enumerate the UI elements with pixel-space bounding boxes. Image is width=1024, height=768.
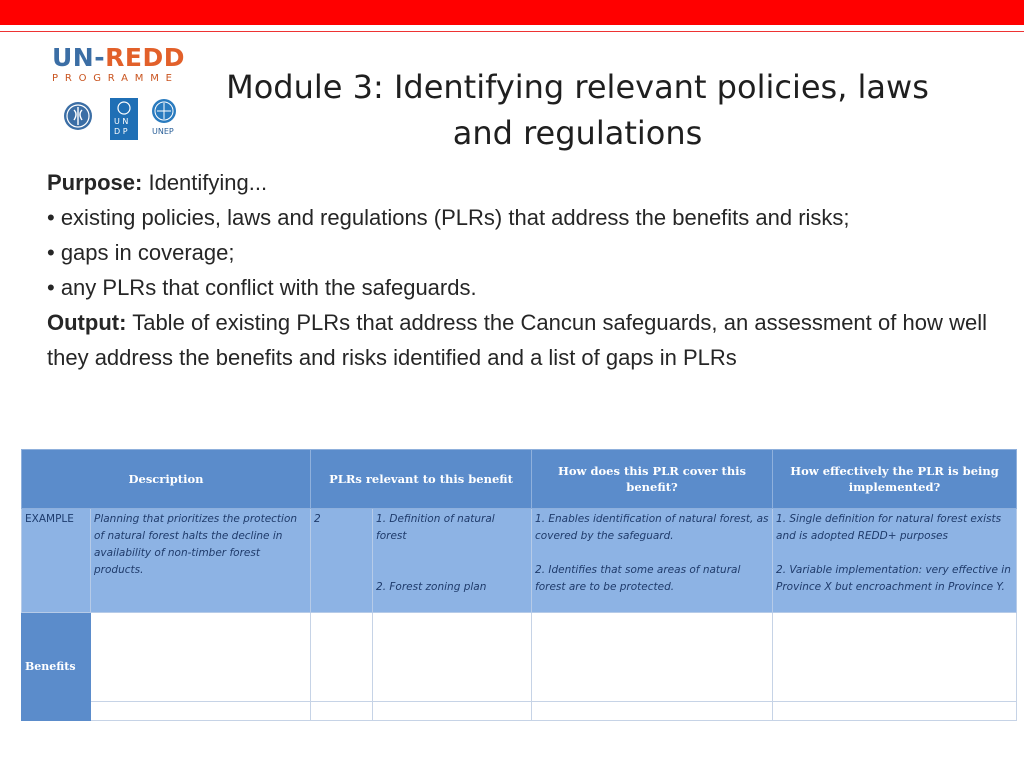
partner-emblems xyxy=(64,96,184,142)
example-effectiveness-item: 1. Single definition for natural forest exists and is adopted REDD+ purposes xyxy=(776,513,1002,543)
svg-text:U N: U N xyxy=(114,117,129,126)
example-effectiveness xyxy=(773,509,1017,612)
purpose-line xyxy=(47,165,987,200)
example-label: EXAMPLE xyxy=(22,509,91,612)
header-description: Description xyxy=(22,450,311,509)
example-number: 2 xyxy=(311,509,373,612)
table-row-benefits-continued xyxy=(22,701,1017,720)
svg-text:D P: D P xyxy=(114,127,128,136)
benefits-cell[interactable] xyxy=(373,612,532,701)
logo-programme: PROGRAMME xyxy=(52,73,179,84)
header-coverage: How does this PLR cover this benefit? xyxy=(532,450,773,509)
header-plrs: PLRs relevant to this benefit xyxy=(311,450,532,509)
example-coverage-item: 1. Enables identification of natural forest, as covered by the safeguard. xyxy=(535,513,769,543)
purpose-intro: Identifying... xyxy=(142,170,268,195)
header-effectiveness: How effectively the PLR is being implemented? xyxy=(773,450,1017,509)
table-row-example xyxy=(22,509,1017,612)
plr-table xyxy=(21,449,1017,721)
output-text: Table of existing PLRs that address the Cancun safeguards, an assessment of how well they address the benefits and risks identified and a list of gaps in PLRs xyxy=(47,310,987,370)
example-plr-item: 2. Forest zoning plan xyxy=(376,581,487,594)
unep-emblem-icon xyxy=(152,99,176,136)
purpose-bullet: • any PLRs that conflict with the safeguards. xyxy=(47,275,477,300)
benefits-cell[interactable] xyxy=(532,701,773,720)
table-row-benefits xyxy=(22,612,1017,701)
purpose-bullet: • existing policies, laws and regulations (PLRs) that address the benefits and risks; xyxy=(47,205,850,230)
slide-body xyxy=(47,165,987,375)
logo-dash: - xyxy=(94,43,106,72)
output-label: Output: xyxy=(47,310,127,335)
example-effectiveness-item: 2. Variable implementation: very effective in Province X but encroachment in Province Y. xyxy=(776,564,1011,594)
fao-emblem-icon xyxy=(64,102,92,130)
example-coverage xyxy=(532,509,773,612)
benefits-cell[interactable] xyxy=(311,612,373,701)
purpose-label: Purpose: xyxy=(47,170,143,195)
table-header-row xyxy=(22,450,1017,509)
output-paragraph xyxy=(47,305,987,375)
benefits-cell[interactable] xyxy=(773,612,1017,701)
benefits-cell[interactable] xyxy=(373,701,532,720)
un-redd-logo xyxy=(52,44,192,144)
example-coverage-item: 2. Identifies that some areas of natural forest are to be protected. xyxy=(535,564,741,594)
slide-title: Module 3: Identifying relevant policies, laws and regulations xyxy=(226,68,929,152)
example-plr-item: 1. Definition of natural forest xyxy=(376,513,495,543)
benefits-cell[interactable] xyxy=(91,701,311,720)
benefits-cell[interactable] xyxy=(311,701,373,720)
benefits-cell[interactable] xyxy=(773,701,1017,720)
logo-un: UN xyxy=(52,43,95,72)
undp-emblem-icon xyxy=(110,98,138,140)
top-red-bar xyxy=(0,0,1024,25)
example-description: Planning that prioritizes the protection of natural forest halts the decline in availability of non-timber forest products. xyxy=(91,509,311,612)
svg-text:UNEP: UNEP xyxy=(152,127,174,136)
top-divider xyxy=(0,31,1024,32)
benefits-label: Benefits xyxy=(22,612,91,720)
purpose-bullet: • gaps in coverage; xyxy=(47,240,235,265)
example-plrs xyxy=(373,509,532,612)
benefits-cell[interactable] xyxy=(532,612,773,701)
benefits-cell[interactable] xyxy=(91,612,311,701)
logo-wordmark xyxy=(52,44,192,72)
logo-redd: REDD xyxy=(105,43,185,72)
